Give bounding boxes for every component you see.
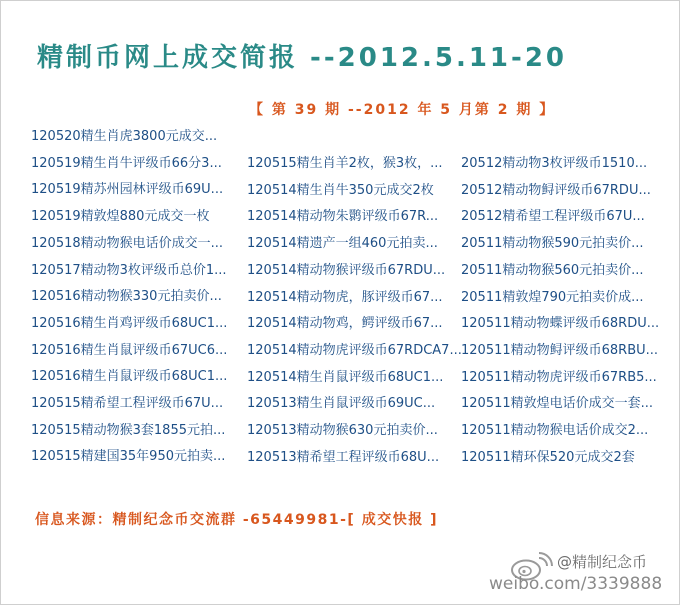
list-item[interactable]: 120519精生肖牛评级币66分3... [31,155,222,171]
list-item[interactable]: 120519精敦煌880元成交一枚 [31,209,210,225]
list-item[interactable]: 20511精动物猴590元拍卖价... [461,236,644,252]
list-item[interactable]: 120514精动物猴评级币67RDU... [247,262,446,278]
list-item[interactable]: 120514精遗产一组460元拍卖... [247,236,438,252]
info-source: 信息来源：精制纪念币交流群 -65449981-[ 成交快报 ] [35,512,438,528]
list-item[interactable]: 120516精生肖鼠评级币68UC1... [31,369,228,385]
list-item[interactable]: 120513精生肖鼠评级币69UC... [247,396,436,412]
list-item[interactable]: 120515精希望工程评级币67U... [31,396,224,411]
list-item[interactable]: 120519精苏州园林评级币69U... [31,182,224,198]
list-item[interactable]: 120511精动物猴电话价成交2... [461,423,649,438]
list-item[interactable]: 20511精动物猴560元拍卖价... [461,262,644,278]
list-item[interactable]: 120515精生肖羊2枚，猴3枚，... [247,156,443,171]
weibo-handle: @精制纪念币 [557,553,648,571]
list-item[interactable]: 120514精生肖牛350元成交2枚 [247,182,434,198]
list-item[interactable]: 120515精建国35年950元拍卖... [31,449,226,465]
list-item[interactable]: 120513精动物猴630元拍卖价... [247,423,438,438]
list-item[interactable]: 120511精环保520元成交2套 [461,449,635,465]
list-item[interactable]: 20512精动物鲟评级币67RDU... [461,182,651,198]
list-item[interactable]: 20511精敦煌790元拍卖价成... [461,289,644,305]
page-title: 精制币网上成交简报 --2012.5.11-20 [37,43,567,73]
list-item[interactable]: 120511精动物鲟评级币68RBU... [461,342,659,358]
weibo-url: weibo.com/3339888 [489,574,663,594]
list-item[interactable]: 120516精生肖鼠评级币67UC6... [31,342,228,358]
list-item[interactable]: 120516精生肖鸡评级币68UC1... [31,315,228,331]
list-item[interactable]: 20512精希望工程评级币67U... [461,209,645,225]
list-item[interactable]: 120511精动物虎评级币67RB5... [461,369,657,385]
list-item[interactable]: 120515精动物猴3套1855元拍... [31,422,226,438]
list-item[interactable]: 120518精动物猴电话价成交一... [31,235,224,251]
list-item[interactable]: 20512精动物3枚评级币1510... [461,156,648,171]
list-item[interactable]: 120514精动物鸡，鳄评级币67... [247,316,443,332]
list-item[interactable]: 120514精生肖鼠评级币68UC1... [247,369,444,385]
list-item[interactable]: 120513精希望工程评级币68U... [247,449,440,465]
list-item[interactable]: 120520精生肖虎3800元成交... [31,129,218,144]
list-item[interactable]: 120516精动物猴330元拍卖价... [31,289,222,305]
list-item[interactable]: 120514精动物虎评级币67RDCA7... [247,342,462,358]
list-item[interactable]: 120514精动物虎，豚评级币67... [247,289,443,305]
list-item[interactable]: 120511精敦煌电话价成交一套... [461,396,654,412]
list-item[interactable]: 120514精动物朱鹮评级币67R... [247,209,439,225]
issue-label: 【 第 39 期 --2012 年 5 月第 2 期 】 [249,102,556,118]
list-item[interactable]: 120517精动物3枚评级币总价1... [31,262,227,278]
list-item[interactable]: 120511精动物蝶评级币68RDU... [461,316,660,332]
